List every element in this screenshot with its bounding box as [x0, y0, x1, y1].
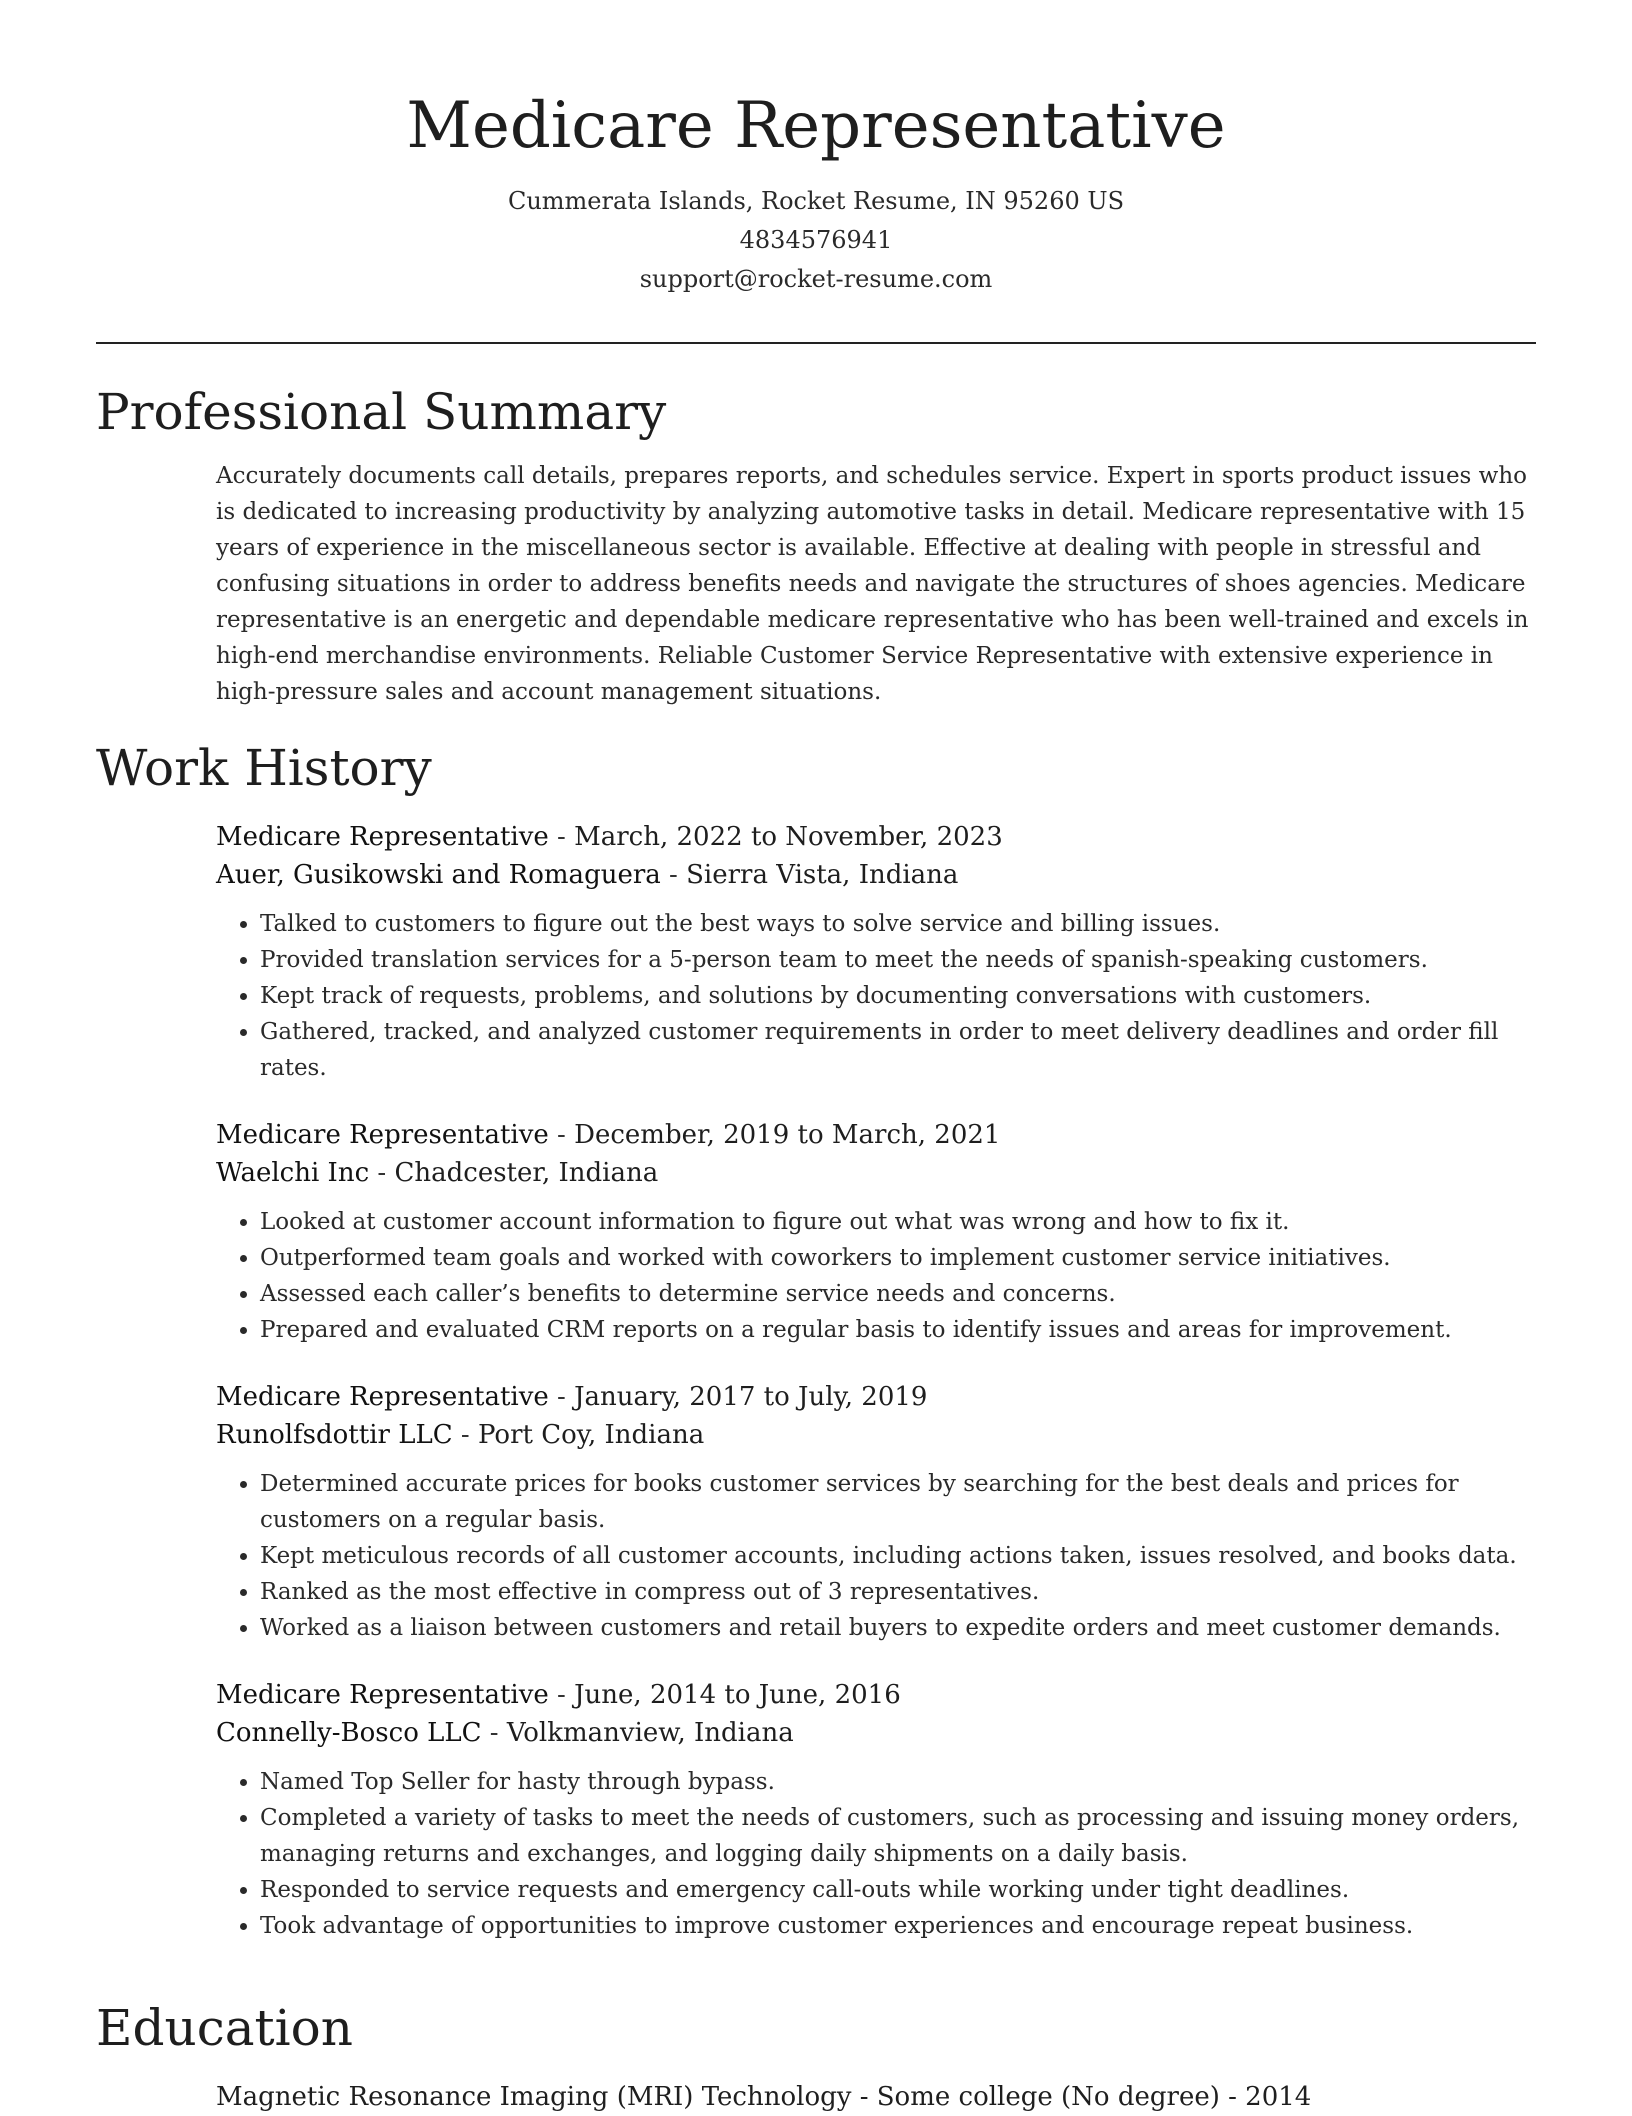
job-title-line: [216, 1378, 1536, 1416]
job-bullet: • Worked as a liaison between customers and retail buyers to expedite orders and meet customer demands.: [260, 1610, 1536, 1646]
job-bullets: [216, 1466, 1536, 1646]
job-bullet: • Gathered, tracked, and analyzed customer requirements in order to meet delivery deadlines and order fill rates.: [260, 1014, 1536, 1086]
job-separator: -: [548, 1680, 575, 1710]
job-bullet: • Named Top Seller for hasty through bypass.: [260, 1764, 1536, 1800]
job-separator: -: [548, 1120, 575, 1150]
summary-text: Accurately documents call details, prepares reports, and schedules service. Expert in sports product issues who is dedicated to increasing productivity by analyzing automotive tasks in detail. Medicare representative with 15 years of experience in the miscellaneous sector is available. Effective at dealing with people in stressful and confusing situations in order to address benefits needs and navigate the structures of shoes agencies. Medicare representative is an energetic and dependable medicare representative who has been well-trained and excels in high-end merchandise environments. Reliable Customer Service Representative with extensive experience in high-pressure sales and account management situations.: [216, 463, 1529, 705]
job-separator: -: [660, 860, 687, 890]
job-title-line: [216, 818, 1536, 856]
job-entry: [216, 1676, 1536, 1944]
job-company: Waelchi Inc: [216, 1158, 370, 1188]
job-separator: -: [548, 1382, 575, 1412]
job-bullet: • Provided translation services for a 5-person team to meet the needs of spanish-speaking customers.: [260, 942, 1536, 978]
contact-phone: 4834576941: [739, 226, 893, 254]
job-bullet: • Prepared and evaluated CRM reports on a regular basis to identify issues and areas for improvement.: [260, 1312, 1536, 1348]
job-bullet: • Responded to service requests and emergency call-outs while working under tight deadlines.: [260, 1872, 1536, 1908]
job-role: Medicare Representative: [216, 1680, 549, 1710]
education-entry: Magnetic Resonance Imaging (MRI) Technology - Some college (No degree) - 2014: [216, 2082, 1312, 2112]
job-bullets: [216, 1204, 1536, 1348]
resume-header: [0, 0, 1632, 299]
job-role: Medicare Representative: [216, 1120, 549, 1150]
job-dates: January, 2017 to July, 2019: [574, 1382, 928, 1412]
summary-heading: Professional Summary: [96, 383, 667, 441]
job-dates: June, 2014 to June, 2016: [574, 1680, 901, 1710]
job-role: Medicare Representative: [216, 822, 549, 852]
work-history-list: [216, 818, 1536, 1974]
job-separator: -: [369, 1158, 395, 1188]
job-company: Auer, Gusikowski and Romaguera: [216, 860, 661, 890]
job-bullet: • Kept track of requests, problems, and solutions by documenting conversations with customers.: [260, 978, 1536, 1014]
job-company-line: [216, 1154, 1536, 1192]
candidate-name: Medicare Representative: [406, 89, 1226, 163]
job-bullet: • Kept meticulous records of all customer accounts, including actions taken, issues resolved, and books data.: [260, 1538, 1536, 1574]
contact-email: support@rocket-resume.com: [639, 265, 993, 293]
job-role: Medicare Representative: [216, 1382, 549, 1412]
job-bullet: • Assessed each caller’s benefits to determine service needs and concerns.: [260, 1276, 1536, 1312]
job-dates: March, 2022 to November, 2023: [574, 822, 1003, 852]
job-separator: -: [481, 1718, 507, 1748]
job-title-line: [216, 1116, 1536, 1154]
contact-address: Cummerata Islands, Rocket Resume, IN 95260 US: [507, 187, 1125, 215]
work-history-heading: Work History: [96, 739, 432, 797]
contact-info: [0, 182, 1632, 299]
job-location: Sierra Vista, Indiana: [686, 860, 959, 890]
education-section: [216, 2078, 1536, 2116]
job-separator: -: [452, 1420, 478, 1450]
job-company-line: [216, 1714, 1536, 1752]
job-company: Runolfsdottir LLC: [216, 1420, 453, 1450]
job-bullet: • Looked at customer account information to figure out what was wrong and how to fix it.: [260, 1204, 1536, 1240]
job-title-line: [216, 1676, 1536, 1714]
job-entry: [216, 1378, 1536, 1646]
job-company-line: [216, 856, 1536, 894]
job-company: Connelly-Bosco LLC: [216, 1718, 482, 1748]
job-company-line: [216, 1416, 1536, 1454]
job-entry: [216, 1116, 1536, 1348]
header-divider: [96, 342, 1536, 344]
job-bullet: • Determined accurate prices for books customer services by searching for the best deals and prices for customers on a regular basis.: [260, 1466, 1536, 1538]
job-bullet: • Completed a variety of tasks to meet the needs of customers, such as processing and issuing money orders, managing returns and exchanges, and logging daily shipments on a daily basis.: [260, 1800, 1536, 1872]
job-location: Volkmanview, Indiana: [506, 1718, 794, 1748]
job-location: Chadcester, Indiana: [394, 1158, 659, 1188]
job-entry: [216, 818, 1536, 1086]
job-separator: -: [548, 822, 575, 852]
job-bullet: • Ranked as the most effective in compress out of 3 representatives.: [260, 1574, 1536, 1610]
job-bullets: [216, 906, 1536, 1086]
job-location: Port Coy, Indiana: [477, 1420, 705, 1450]
job-bullet: • Talked to customers to figure out the best ways to solve service and billing issues.: [260, 906, 1536, 942]
job-bullets: [216, 1764, 1536, 1944]
summary-section: [216, 458, 1536, 710]
job-bullet: • Took advantage of opportunities to improve customer experiences and encourage repeat business.: [260, 1908, 1536, 1944]
job-dates: December, 2019 to March, 2021: [574, 1120, 1001, 1150]
job-bullet: • Outperformed team goals and worked with coworkers to implement customer service initiatives.: [260, 1240, 1536, 1276]
education-heading: Education: [96, 1999, 353, 2057]
